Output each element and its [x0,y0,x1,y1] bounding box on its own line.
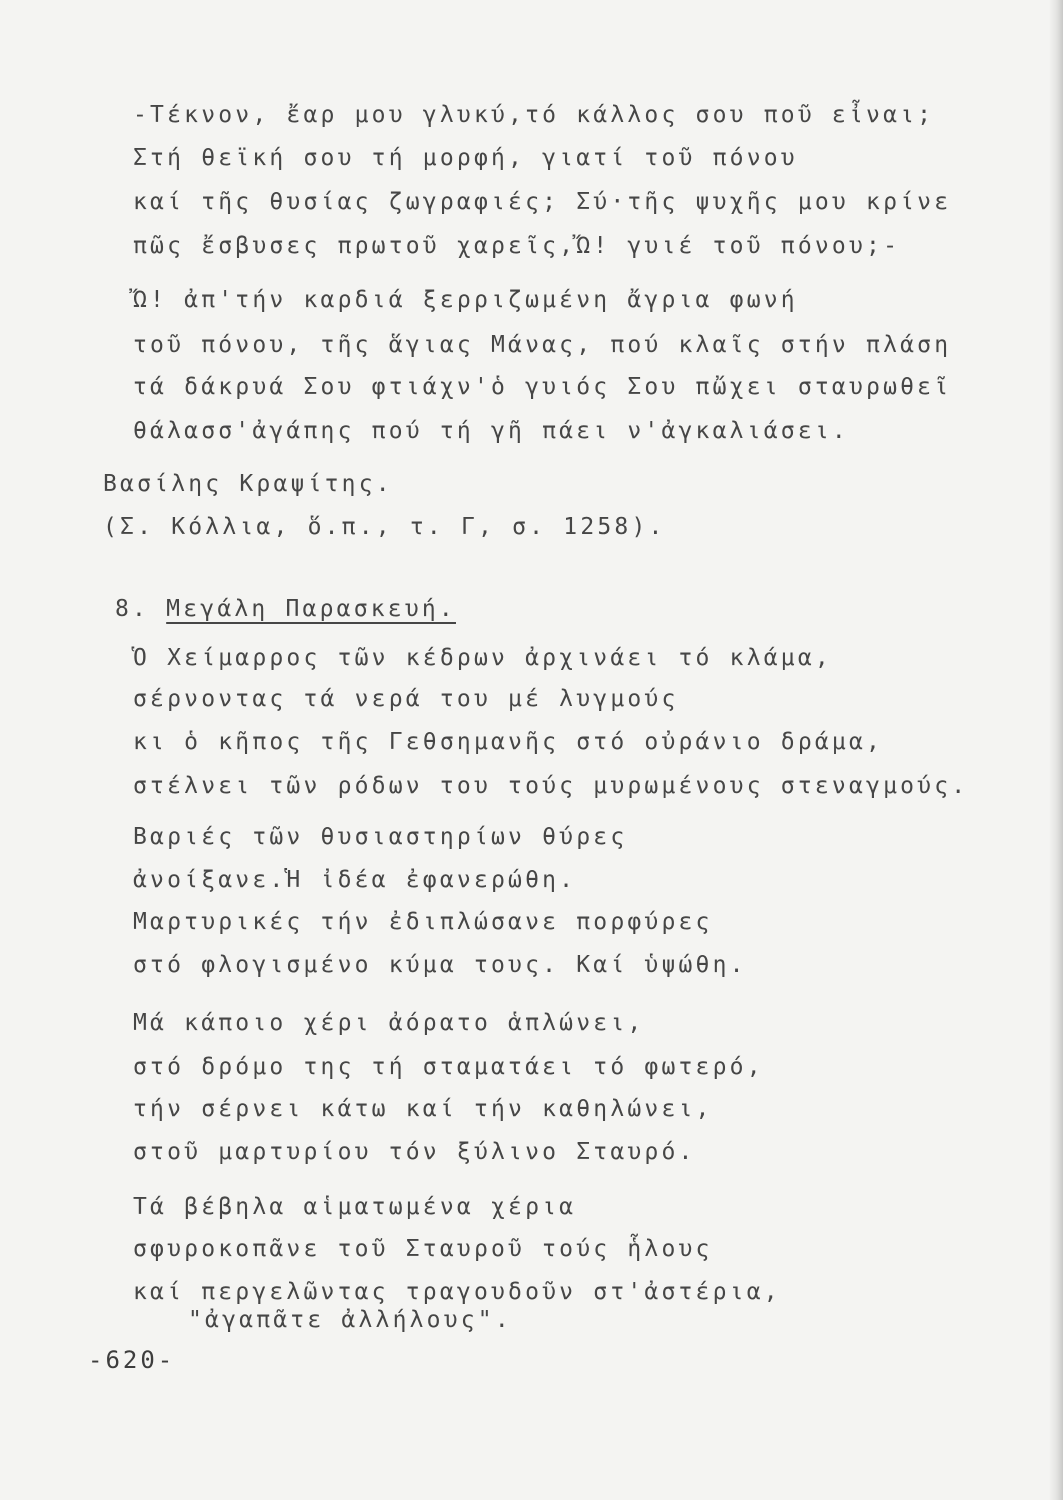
poem2-stanza2-line3: Μαρτυρικές τήν ἐδιπλώσανε πορφύρες [133,909,713,935]
poem2-stanza3-line1: Μά κάποιο χέρι ἀόρατο ἁπλώνει, [133,1010,645,1036]
poem1-stanza1-line1: -Τέκνον, ἔαρ μου γλυκύ,τό κάλλος σου ποῦ εἶναι; [133,102,935,128]
poem2-stanza3-line4: στοῦ μαρτυρίου τόν ξύλινο Σταυρό. [133,1139,696,1165]
poem2-stanza2-line4: στό φλογισμένο κύμα τους. Καί ὑψώθη. [133,952,747,978]
poem2-stanza2-line2: ἀνοίξανε.Ἡ ἰδέα ἐφανερώθη. [133,867,577,893]
poem2-number: 8. [115,596,150,622]
poem2-stanza4-line1: Τά βέβηλα αἱματωμένα χέρια [133,1194,577,1220]
poem2-stanza4-line2: σφυροκοπᾶνε τοῦ Σταυροῦ τούς ἧλους [133,1236,713,1262]
poem1-author: Βασίλης Κραψίτης. [103,471,393,497]
poem1-stanza2-line3: τά δάκρυά Σου φτιάχν'ὁ γυιός Σου πὤχει σταυρωθεῖ [133,374,952,400]
page-number: -620- [88,1346,176,1374]
poem2-stanza4-line4: "ἀγαπᾶτε ἀλλήλους". [188,1307,512,1333]
poem2-stanza1-line1: Ὁ Χείμαρρος τῶν κέδρων ἀρχινάει τό κλάμα, [133,645,832,671]
poem2-stanza3-line3: τήν σέρνει κάτω καί τήν καθηλώνει, [133,1096,713,1122]
poem2-stanza1-line3: κι ὁ κῆπος τῆς Γεθσημανῆς στό οὐράνιο δράμα, [133,729,884,755]
poem2-stanza1-line2: σέρνοντας τά νερά του μέ λυγμούς [133,686,679,712]
poem1-stanza2-line1: Ὤ! ἀπ'τήν καρδιά ξερριζωμένη ἄγρια φωνή [133,287,798,313]
poem1-stanza1-line2: Στή θεϊκή σου τή μορφή, γιατί τοῦ πόνου [133,145,798,171]
poem1-stanza2-line4: θάλασσ'ἀγάπης πού τή γῆ πάει ν'ἀγκαλιάσει. [133,418,849,444]
poem1-citation: (Σ. Κόλλια, ὅ.π., τ. Γ, σ. 1258). [103,514,666,540]
poem1-stanza1-line3: καί τῆς θυσίας ζωγραφιές; Σύ·τῆς ψυχῆς μου κρίνε [133,189,952,215]
poem2-stanza4-line3: καί περγελῶντας τραγουδοῦν στ'ἀστέρια, [133,1279,781,1305]
poem2-heading [115,594,456,624]
poem2-title: Μεγάλη Παρασκευή. [166,596,456,622]
poem2-stanza3-line2: στό δρόμο της τή σταματάει τό φωτερό, [133,1054,764,1080]
poem1-stanza2-line2: τοῦ πόνου, τῆς ἅγιας Μάνας, πού κλαῖς στήν πλάση [133,332,952,358]
poem1-stanza1-line4: πῶς ἔσβυσες πρωτοῦ χαρεῖς,Ὤ! γυιέ τοῦ πόνου;- [133,233,901,259]
poem2-stanza1-line4: στέλνει τῶν ρόδων του τούς μυρωμένους στεναγμούς. [133,773,969,799]
poem2-stanza2-line1: Βαριές τῶν θυσιαστηρίων θύρες [133,824,628,850]
